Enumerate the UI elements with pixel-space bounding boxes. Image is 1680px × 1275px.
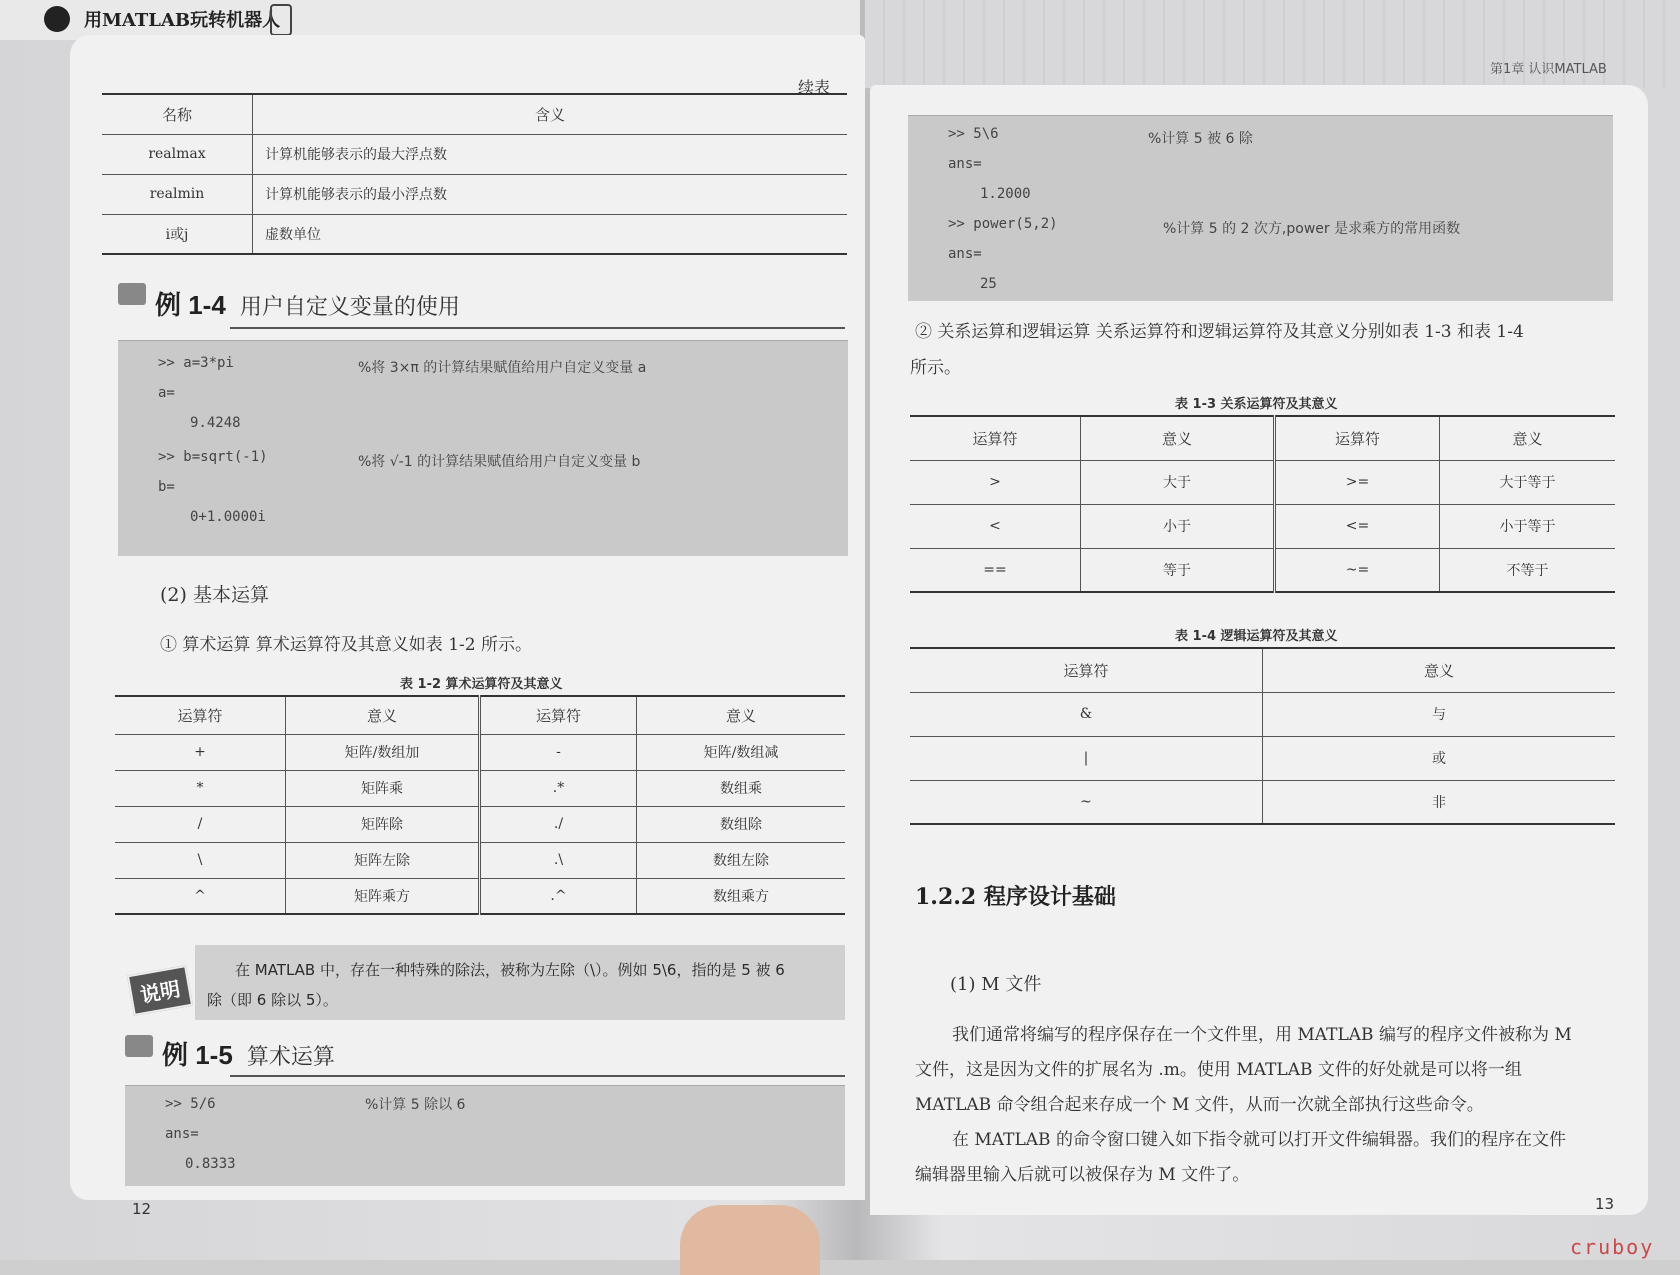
table-caption: 表 1-4 逻辑运算符及其意义: [1175, 629, 1338, 644]
table-cell: ./: [480, 806, 637, 842]
code-comment: %将 √-1 的计算结果赋值给用户自定义变量 b: [358, 454, 641, 470]
table-row: [910, 780, 1615, 824]
code-line: >> 5/6: [165, 1096, 216, 1112]
code-comment: %计算 5 的 2 次方,power 是求乘方的常用函数: [1163, 221, 1461, 237]
table-cell: 数组除: [637, 806, 846, 842]
table-cell: 虚数单位: [253, 214, 848, 254]
paragraph: 在 MATLAB 的命令窗口键入如下指令就可以打开文件编辑器。我们的程序在文件: [952, 1130, 1566, 1150]
note-box: [195, 945, 845, 1020]
table-header: 运算符: [910, 416, 1081, 460]
table-header: 名称: [102, 94, 253, 134]
robot-icon: [270, 4, 292, 36]
table-cell: 矩阵左除: [286, 842, 480, 878]
code-line: 1.2000: [980, 186, 1031, 202]
code-line: >> b=sqrt(-1): [158, 449, 268, 465]
table-cell: ~: [910, 780, 1263, 824]
table-cell: ^: [115, 878, 286, 914]
table-cell: 计算机能够表示的最小浮点数: [253, 174, 848, 214]
note-badge: 说明: [127, 965, 193, 1016]
example-1-5-title: [162, 1035, 335, 1072]
table-cell: .*: [480, 770, 637, 806]
code-line: a=: [158, 385, 175, 401]
left-page: [70, 35, 865, 1218]
code-comment: %将 3×π 的计算结果赋值给用户自定义变量 a: [358, 360, 647, 376]
code-line: >> power(5,2): [948, 216, 1058, 232]
table-cell: realmin: [102, 174, 253, 214]
code-line: 25: [980, 276, 997, 292]
example-number: 例 1-4: [155, 290, 226, 320]
table-cell: ==: [910, 548, 1081, 592]
thumb: [680, 1205, 820, 1275]
table-cell: 数组乘方: [637, 878, 846, 914]
table-caption: 表 1-2 算术运算符及其意义: [400, 677, 563, 692]
left-running-header: 用MATLAB玩转机器人: [84, 10, 281, 31]
example-1-4-title: [155, 285, 460, 322]
table-header: 意义: [1263, 648, 1616, 692]
table-arithmetic: [115, 695, 845, 915]
paragraph: 我们通常将编写的程序保存在一个文件里，用 MATLAB 编写的程序文件被称为 M: [952, 1025, 1572, 1045]
table-relational: [910, 415, 1615, 593]
table-row: [102, 214, 847, 254]
table-row: [115, 842, 845, 878]
note-text: 在 MATLAB 中，存在一种特殊的除法，被称为左除（\）。例如 5\6，指的是 5 被 6: [235, 961, 785, 979]
table-cell: -: [480, 734, 637, 770]
table-row: [115, 878, 845, 914]
code-block-1-5: [125, 1085, 845, 1186]
code-line: >> 5\6: [948, 126, 999, 142]
table-cell: \: [115, 842, 286, 878]
table-cell: 等于: [1081, 548, 1275, 592]
table-row: [115, 770, 845, 806]
table-cell: 计算机能够表示的最大浮点数: [253, 134, 848, 174]
code-comment: %计算 5 被 6 除: [1148, 131, 1253, 147]
table-cell: *: [115, 770, 286, 806]
table-cell: .^: [480, 878, 637, 914]
table-cell: i或j: [102, 214, 253, 254]
table-row: [910, 548, 1615, 592]
paragraph: 文件，这是因为文件的扩展名为 .m。使用 MATLAB 文件的好处就是可以将一组: [915, 1060, 1522, 1080]
table-row: [102, 174, 847, 214]
table-cell: |: [910, 736, 1263, 780]
table-cell: ~=: [1275, 548, 1440, 592]
code-line: 0+1.0000i: [190, 509, 266, 525]
table-cell: 矩阵/数组加: [286, 734, 480, 770]
code-line: b=: [158, 479, 175, 495]
table-cell: <=: [1275, 504, 1440, 548]
table-cell: 与: [1263, 692, 1616, 736]
subsection-title: (1) M 文件: [950, 974, 1042, 995]
table-row: [910, 504, 1615, 548]
paragraph: ① 算术运算 算术运算符及其意义如表 1-2 所示。: [160, 635, 532, 655]
example-title: 算术运算: [246, 1045, 335, 1070]
example-title: 用户自定义变量的使用: [239, 295, 460, 320]
table-cell: &: [910, 692, 1263, 736]
table-row: [115, 734, 845, 770]
table-cell: +: [115, 734, 286, 770]
table-row: [910, 460, 1615, 504]
table-header: 意义: [286, 696, 480, 734]
continued-label: 续表: [798, 78, 831, 97]
table-header: 运算符: [1275, 416, 1440, 460]
paragraph: MATLAB 命令组合起来存成一个 M 文件，从而一次就全部执行这些命令。: [915, 1095, 1484, 1115]
paragraph: 编辑器里输入后就可以被保存为 M 文件了。: [915, 1165, 1250, 1185]
code-line: 9.4248: [190, 415, 241, 431]
table-cell: realmax: [102, 134, 253, 174]
table-cell: 矩阵乘方: [286, 878, 480, 914]
table-constants: [102, 93, 847, 255]
page-number: 12: [132, 1200, 152, 1218]
table-cell: 数组左除: [637, 842, 846, 878]
section-title: 1.2.2 程序设计基础: [915, 884, 1116, 910]
table-cell: 矩阵乘: [286, 770, 480, 806]
table-row: [102, 134, 847, 174]
page-number: 13: [1595, 1195, 1615, 1213]
table-row: [910, 692, 1615, 736]
code-line: 0.8333: [185, 1156, 236, 1172]
paragraph: 所示。: [910, 358, 961, 378]
code-line: ans=: [165, 1126, 199, 1142]
table-header: 意义: [637, 696, 846, 734]
right-page: [870, 85, 1648, 1215]
table-cell: 或: [1263, 736, 1616, 780]
note-text: 除（即 6 除以 5）。: [207, 991, 338, 1009]
code-comment: %计算 5 除以 6: [365, 1097, 466, 1113]
table-cell: 大于: [1081, 460, 1275, 504]
table-row: [910, 736, 1615, 780]
table-cell: >: [910, 460, 1081, 504]
table-caption: 表 1-3 关系运算符及其意义: [1175, 397, 1338, 412]
code-line: >> a=3*pi: [158, 355, 234, 371]
table-header: 运算符: [480, 696, 637, 734]
table-cell: .\: [480, 842, 637, 878]
table-row: [115, 806, 845, 842]
code-line: ans=: [948, 156, 982, 172]
section-heading: (2) 基本运算: [160, 584, 269, 606]
table-cell: 数组乘: [637, 770, 846, 806]
table-logical: [910, 647, 1615, 825]
watermark: cruboy: [1570, 1235, 1655, 1259]
table-header: 含义: [253, 94, 848, 134]
right-running-header: 第1章 认识MATLAB: [1490, 62, 1607, 77]
table-header: 运算符: [115, 696, 286, 734]
table-cell: 不等于: [1440, 548, 1616, 592]
table-cell: 矩阵/数组减: [637, 734, 846, 770]
table-cell: >=: [1275, 460, 1440, 504]
table-cell: 小于等于: [1440, 504, 1616, 548]
code-line: ans=: [948, 246, 982, 262]
paragraph: ② 关系运算和逻辑运算 关系运算符和逻辑运算符及其意义分别如表 1-3 和表 1-4: [915, 322, 1524, 342]
table-cell: 矩阵除: [286, 806, 480, 842]
code-block-1-4: [118, 340, 848, 556]
table-header: 意义: [1440, 416, 1616, 460]
table-header: 意义: [1081, 416, 1275, 460]
table-header: 运算符: [910, 648, 1263, 692]
code-block-continued: [908, 115, 1613, 301]
example-icon: [118, 283, 146, 305]
table-cell: <: [910, 504, 1081, 548]
table-cell: /: [115, 806, 286, 842]
table-cell: 大于等于: [1440, 460, 1616, 504]
divider: [230, 327, 845, 329]
example-icon: [125, 1035, 153, 1057]
table-cell: 非: [1263, 780, 1616, 824]
table-cell: 小于: [1081, 504, 1275, 548]
divider: [230, 1075, 845, 1077]
example-number: 例 1-5: [162, 1040, 233, 1070]
